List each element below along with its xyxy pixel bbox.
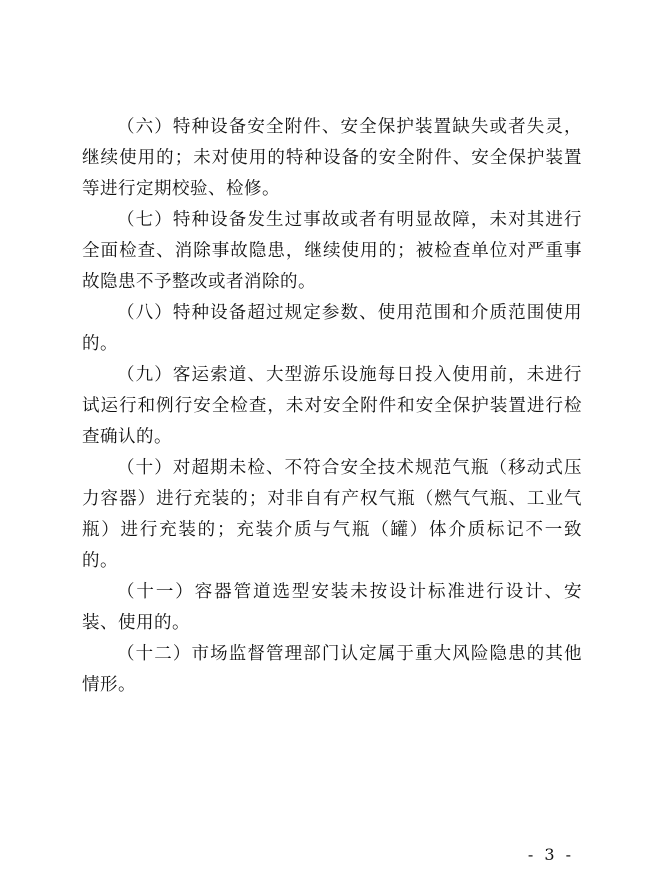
paragraph-item-6: （六）特种设备安全附件、安全保护装置缺失或者失灵，继续使用的；未对使用的特种设备的安全附件、安全保护装置等进行定期校验、检修。 [82,117,582,199]
paragraph-item-10: （十）对超期未检、不符合安全技术规范气瓶（移动式压力容器）进行充装的；对非自有产权气瓶（燃气气瓶、工业气瓶）进行充装的；充装介质与气瓶（罐）体介质标记不一致的。 [82,458,582,571]
paragraph-item-9: （九）客运索道、大型游乐设施每日投入使用前，未进行试运行和例行安全检查，未对安全附件和安全保护装置进行检查确认的。 [82,365,582,447]
document-body [82,112,582,701]
paragraph-item-12: （十二）市场监督管理部门认定属于重大风险隐患的其他情形。 [82,644,582,695]
page-number: - 3 - [527,845,574,864]
paragraph-item-7: （七）特种设备发生过事故或者有明显故障，未对其进行全面检查、消除事故隐患，继续使用的；被检查单位对严重事故隐患不予整改或者消除的。 [82,210,582,292]
paragraph-item-11: （十一）容器管道选型安装未按设计标准进行设计、安装、使用的。 [82,582,582,633]
paragraph-item-8: （八）特种设备超过规定参数、使用范围和介质范围使用的。 [82,303,582,354]
